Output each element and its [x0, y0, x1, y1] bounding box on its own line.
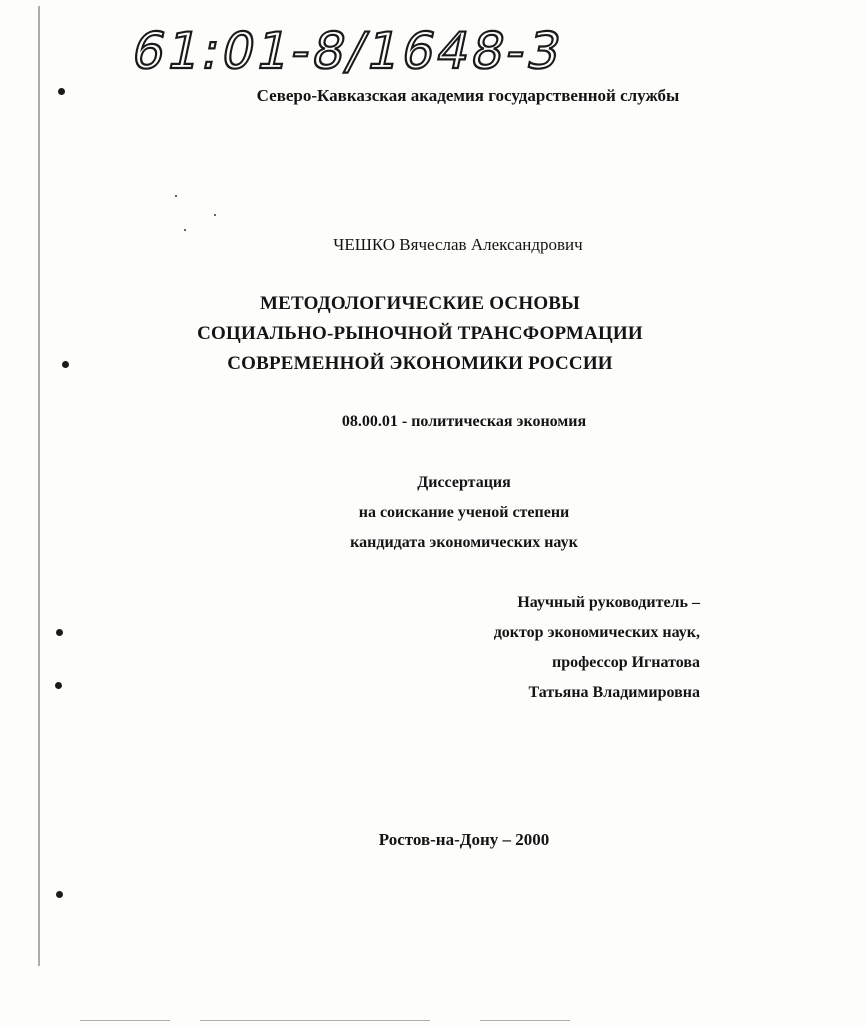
supervisor-role: Научный руководитель –	[517, 594, 700, 611]
thesis-title-line: МЕТОДОЛОГИЧЕСКИЕ ОСНОВЫ	[259, 293, 581, 314]
author-name: ЧЕШКО Вячеслав Александрович	[333, 235, 583, 254]
handwritten-code-text: 61:01-8/1648-3	[127, 21, 570, 80]
city-year: Ростов-на-Дону – 2000	[378, 830, 550, 849]
supervisor-title: профессор Игнатова	[552, 654, 700, 671]
scan-bottom-line	[480, 1020, 570, 1021]
supervisor-name: Татьяна Владимировна	[528, 684, 700, 701]
dissertation-type: Диссертация	[417, 474, 511, 491]
punch-hole-mark	[56, 629, 63, 636]
punch-hole-mark	[55, 682, 62, 689]
handwritten-code	[127, 10, 570, 82]
scan-speck	[175, 195, 177, 197]
dissertation-degree: кандидата экономических наук	[350, 534, 578, 551]
thesis-title-line: СОЦИАЛЬНО-РЫНОЧНОЙ ТРАНСФОРМАЦИИ	[197, 323, 643, 344]
thesis-title-line: СОВРЕМЕННОЙ ЭКОНОМИКИ РОССИИ	[227, 353, 613, 374]
scan-speck	[184, 229, 186, 231]
scan-speck	[214, 214, 216, 216]
supervisor-degree: доктор экономических наук,	[493, 624, 700, 641]
specialty-code: 08.00.01 - политическая экономия	[341, 413, 587, 430]
dissertation-purpose: на соискание ученой степени	[358, 504, 570, 521]
scan-bottom-line	[200, 1020, 430, 1021]
scan-bottom-line	[80, 1020, 170, 1021]
institution-name: Северо-Кавказская академия государственной службы	[256, 86, 680, 105]
punch-hole-mark	[56, 891, 63, 898]
